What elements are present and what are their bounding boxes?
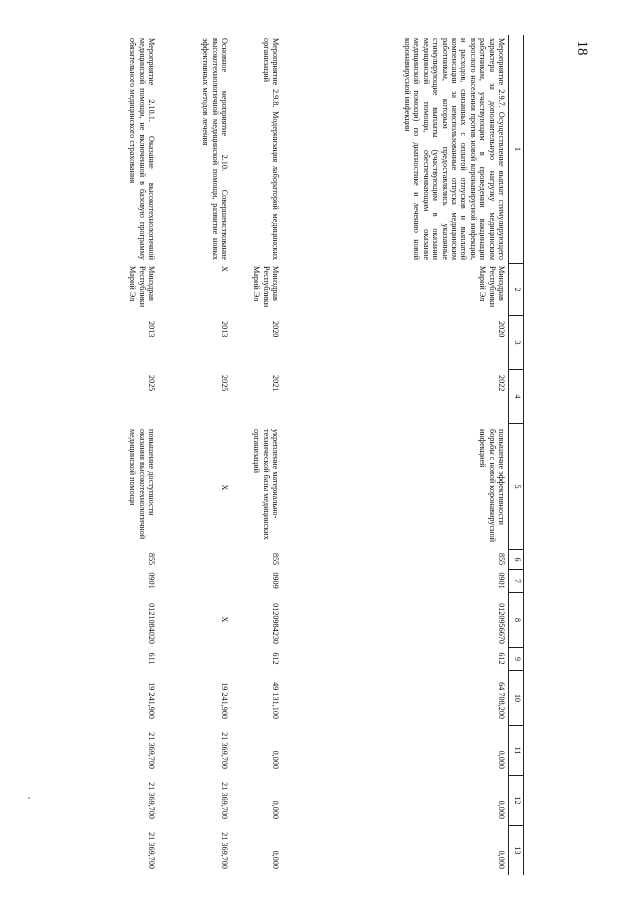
page-number: 18 bbox=[574, 40, 590, 56]
amount-col-12: 0,000 bbox=[271, 800, 280, 819]
executor: Х bbox=[220, 266, 229, 272]
header-col-13: 13 bbox=[509, 825, 523, 875]
start-year: 2013 bbox=[147, 321, 156, 338]
table-row bbox=[159, 35, 231, 875]
amount-col-10: 49 131,100 bbox=[271, 682, 280, 719]
grbs-code bbox=[159, 549, 231, 569]
amount-col-11: 21 369,700 bbox=[220, 732, 229, 769]
amount-col-10: 19 241,900 bbox=[147, 682, 156, 719]
amount-col-10: 64 708,200 bbox=[497, 682, 506, 719]
grbs-code: 855 bbox=[271, 552, 280, 566]
start-year: 2013 bbox=[220, 321, 229, 338]
measure-name: Мероприятие 2.10.1. Оказание высокотехнологичной медицинской помощи, не включенной в базовую программу обязательного медицинского страхования bbox=[128, 38, 156, 260]
measure-name: Основное мероприятие 2.10. Совершенствование высокотехнологичной медицинской помощи, развитие новых эффективных методов лечения bbox=[201, 38, 229, 260]
amount-col-10: 19 241,900 bbox=[220, 682, 229, 719]
header-col-11: 11 bbox=[509, 725, 523, 775]
budget-table bbox=[124, 35, 524, 875]
amount-col-13: 21 369,700 bbox=[220, 832, 229, 869]
end-year: 2025 bbox=[220, 375, 229, 392]
amount-col-13: 0,000 bbox=[271, 850, 280, 869]
target-article: 0121084020 bbox=[147, 603, 156, 644]
target-article: Х bbox=[220, 616, 229, 623]
table-row bbox=[96, 35, 158, 875]
amount-col-12: 21 369,700 bbox=[147, 782, 156, 819]
expense-type: 612 bbox=[271, 652, 280, 665]
header-col-10: 10 bbox=[509, 670, 523, 725]
amount-col-11: 21 369,700 bbox=[147, 732, 156, 769]
expected-result: повышение эффективности борьбы с новой коронавирусной инфекцией bbox=[478, 429, 506, 542]
expected-result: укрепление материально-технической базы медицинских организаций bbox=[252, 429, 280, 540]
end-year: 2022 bbox=[497, 375, 506, 392]
section-code: 0901 bbox=[497, 572, 506, 589]
expense-type: 612 bbox=[497, 652, 506, 665]
amount-col-11: 0,000 bbox=[497, 750, 506, 769]
header-col-9: 9 bbox=[509, 647, 523, 670]
amount-col-12: 21 369,700 bbox=[220, 782, 229, 819]
header-col-3: 3 bbox=[509, 315, 523, 369]
header-col-7: 7 bbox=[509, 569, 523, 592]
target-article: 0120984230 bbox=[271, 603, 280, 644]
grbs-code: 855 bbox=[497, 552, 506, 566]
end-year: 2021 bbox=[271, 375, 280, 392]
grbs-code: 855 bbox=[147, 552, 156, 566]
section-code: 0901 bbox=[147, 572, 156, 589]
header-col-6: 6 bbox=[509, 549, 523, 569]
start-year: 2020 bbox=[497, 321, 506, 338]
amount-col-13: 0,000 bbox=[497, 850, 506, 869]
end-year: 2025 bbox=[147, 375, 156, 392]
header-col-2: 2 bbox=[509, 263, 523, 315]
table-row bbox=[232, 35, 282, 875]
measure-name: Мероприятие 2.9.7. Осуществление выплат стимулирующего характера за дополнительную нагрузку медицинским работникам, участвующим в проведении вакцинации взрослого населения против новой коронавирусной инфекции, и расходов, связанных с оплатой отпусков и выплатой компенсации за неиспользованные отпуска медицинским работникам, которым предоставлялись указанные стимулирующие выплаты (участвующим в оказании медицинской помощи, обеспечивающим оказание медицинской помощи) по диагностике и лечению новой коронавирусной инфекции bbox=[402, 38, 506, 260]
header-col-4: 4 bbox=[509, 369, 523, 423]
expected-result: Х bbox=[220, 484, 229, 491]
header-col-5: 5 bbox=[509, 423, 523, 549]
section-code bbox=[159, 569, 231, 592]
table-header-row bbox=[508, 35, 524, 875]
table-row bbox=[268, 35, 508, 875]
executor: Минздрав Республики Марий Эл bbox=[478, 266, 506, 308]
expense-type: 611 bbox=[147, 652, 156, 665]
executor: Минздрав Республики Марий Эл bbox=[128, 266, 156, 308]
section-code: 0909 bbox=[271, 572, 280, 589]
start-year: 2020 bbox=[271, 321, 280, 338]
amount-col-13: 21 369,700 bbox=[147, 832, 156, 869]
target-article: 0120956670 bbox=[497, 603, 506, 644]
header-col-8: 8 bbox=[509, 592, 523, 647]
amount-col-12: 0,000 bbox=[497, 800, 506, 819]
measure-name: Мероприятие 2.9.8. Модернизация лабораторий медицинских организаций bbox=[261, 38, 280, 260]
expected-result: повышение доступности оказания высокотехнологичной медицинской помощи bbox=[128, 429, 156, 540]
scan-speck bbox=[28, 797, 30, 799]
header-col-1: 1 bbox=[513, 147, 522, 151]
header-col-12: 12 bbox=[509, 775, 523, 825]
expense-type bbox=[159, 647, 231, 670]
executor: Минздрав Республики Марий Эл bbox=[252, 266, 280, 308]
amount-col-11: 0,000 bbox=[271, 750, 280, 769]
